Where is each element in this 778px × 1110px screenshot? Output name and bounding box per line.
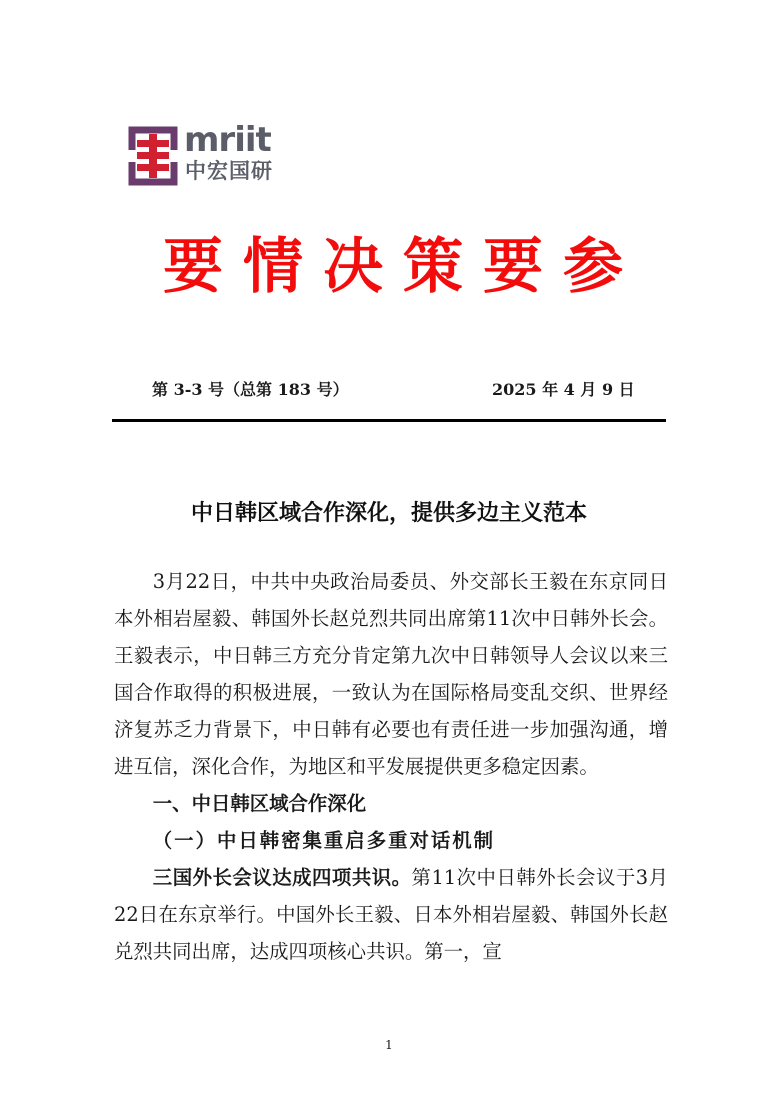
subsection-heading: （一）中日韩密集重启多重对话机制	[152, 829, 496, 852]
masthead-title: 要情决策要参	[163, 232, 643, 302]
mriit-logo	[128, 120, 278, 188]
logo-chinese-name: 中宏国研	[185, 159, 273, 183]
article-title: 中日韩区域合作深化，提供多边主义范本	[190, 500, 587, 526]
intro-paragraph: 3月22日，中共中央政治局委员、外交部长王毅在东京同日本外相岩屋毅、韩国外长赵兑烈共同出席第11次中日韩外长会。王毅表示，中日韩三方充分肯定第九次中日韩领导人会议以来三国合作取得的积极进展，一致认为在国际格局变乱交织、世界经济复苏乏力背景下，中日韩有必要也有责任进一步加强沟通，增进互信，深化合作，为地区和平发展提供更多稳定因素。	[114, 570, 668, 778]
body-paragraph	[114, 859, 668, 970]
paragraph-text: 第11次中日韩外长会议于3月22日在东京举行。中国外长王毅、日本外相岩屋毅、韩国外长赵兑烈共同出席，达成四项核心共识。第一，宣	[114, 866, 669, 963]
page-number: 1	[385, 1038, 393, 1052]
section-heading: 一、中日韩区域合作深化	[152, 792, 367, 815]
logo-emblem-icon	[128, 126, 178, 186]
logo-wordmark: mriit	[184, 120, 271, 160]
paragraph-lead: 三国外长会议达成四项共识。	[152, 866, 412, 889]
header-divider	[112, 419, 666, 422]
issue-number: 第 3-3 号（总第 183 号）	[152, 380, 349, 399]
issue-date: 2025 年 4 月 9 日	[492, 380, 635, 399]
article-body	[114, 563, 668, 970]
